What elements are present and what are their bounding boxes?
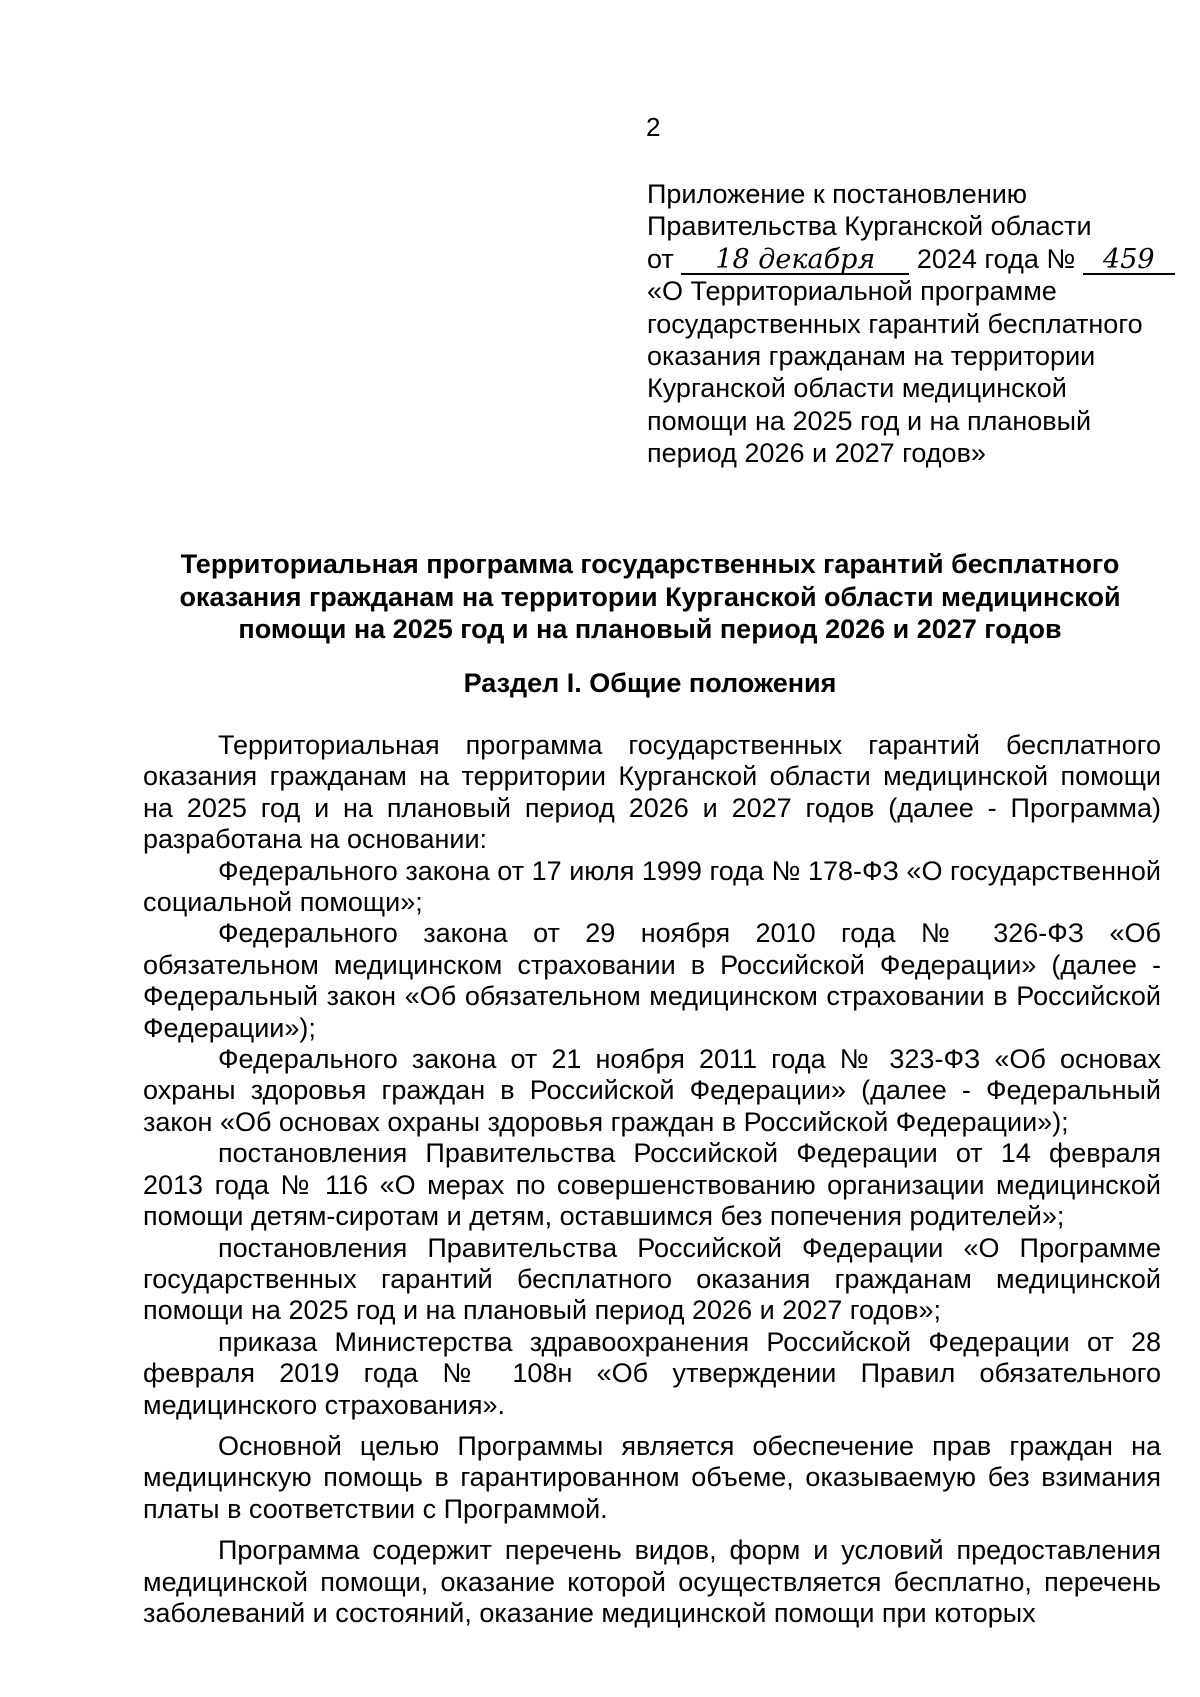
- appendix-year-text: 2024 года №: [916, 243, 1076, 274]
- appendix-header: [647, 178, 1167, 470]
- appendix-line-1: Приложение к постановлению: [647, 179, 1028, 209]
- appendix-line-7: Курганской области медицинской: [647, 373, 1067, 404]
- appendix-line-8: помощи на 2025 год и на плановый: [647, 405, 1092, 436]
- appendix-line-4: «О Территориальной программе: [647, 276, 1057, 307]
- paragraph-program-contents: Программа содержит перечень видов, форм и условий предоставления медицинской помощи, оказание которой осуществляется бесплатно, перечень заболеваний и состояний, оказание медицинской помощи при которых: [143, 1535, 1161, 1628]
- appendix-line-6: оказания гражданам на территории: [647, 341, 1096, 372]
- document-title: [140, 548, 1160, 646]
- title-line-2: оказания гражданам на территории Курганской области медицинской: [179, 581, 1121, 612]
- page-number: 2: [646, 112, 661, 142]
- appendix-date-line: [647, 243, 1167, 275]
- paragraph-law-323: Федерального закона от 21 ноября 2011 года № 323-ФЗ «Об основах охраны здоровья граждан в Российской Федерации» (далее - Федеральный закон «Об основах охраны здоровья граждан в Российской Федерации»);: [143, 1044, 1161, 1137]
- title-line-1: Территориальная программа государственных гарантий бесплатного: [180, 549, 1120, 579]
- paragraph-order-108n: приказа Министерства здравоохранения Российской Федерации от 28 февраля 2019 года № 108н «Об утверждении Правил обязательного медицинского страхования».: [143, 1326, 1161, 1420]
- appendix-line-2: Правительства Курганской области: [647, 211, 1092, 242]
- paragraph-intro: Территориальная программа государственных гарантий бесплатного оказания гражданам на территории Курганской области медицинской помощи на 2025 год и на плановый период 2026 и 2027 годов (далее - Программа) разработана на основании:: [143, 730, 1161, 855]
- document-body: [143, 730, 1161, 1629]
- paragraph-law-326: Федерального закона от 29 ноября 2010 года № 326-ФЗ «Об обязательном медицинском страховании в Российской Федерации» (далее - Федеральный закон «Об обязательном медицинском страховании в Российской Федерации»);: [143, 918, 1161, 1043]
- paragraph-law-178: Федерального закона от 17 июля 1999 года № 178-ФЗ «О государственной социальной помощи»;: [143, 855, 1161, 918]
- paragraph-resolution-program: постановления Правительства Российской Федерации «О Программе государственных гарантий бесплатного оказания гражданам медицинской помощи на 2025 год и на плановый период 2026 и 2027 годов»;: [143, 1232, 1161, 1326]
- appendix-line-5: государственных гарантий бесплатного: [647, 308, 1143, 339]
- appendix-from-prefix: от: [647, 243, 674, 274]
- section-title: Раздел I. Общие положения: [463, 668, 837, 698]
- appendix-line-9: период 2026 и 2027 годов»: [647, 438, 986, 469]
- title-line-3: помощи на 2025 год и на плановый период 2026 и 2027 годов: [238, 614, 1062, 644]
- paragraph-main-goal: Основной целью Программы является обеспечение прав граждан на медицинскую помощь в гарантированном объеме, оказываемую без взимания платы в соответствии с Программой.: [143, 1430, 1161, 1524]
- handwritten-number: 459: [1083, 247, 1175, 275]
- paragraph-resolution-116: постановления Правительства Российской Федерации от 14 февраля 2013 года № 116 «О мерах по совершенствованию организации медицинской помощи детям-сиротам и детям, оставшимся без попечения родителей»;: [143, 1138, 1161, 1232]
- handwritten-date: 18 декабря: [681, 247, 909, 275]
